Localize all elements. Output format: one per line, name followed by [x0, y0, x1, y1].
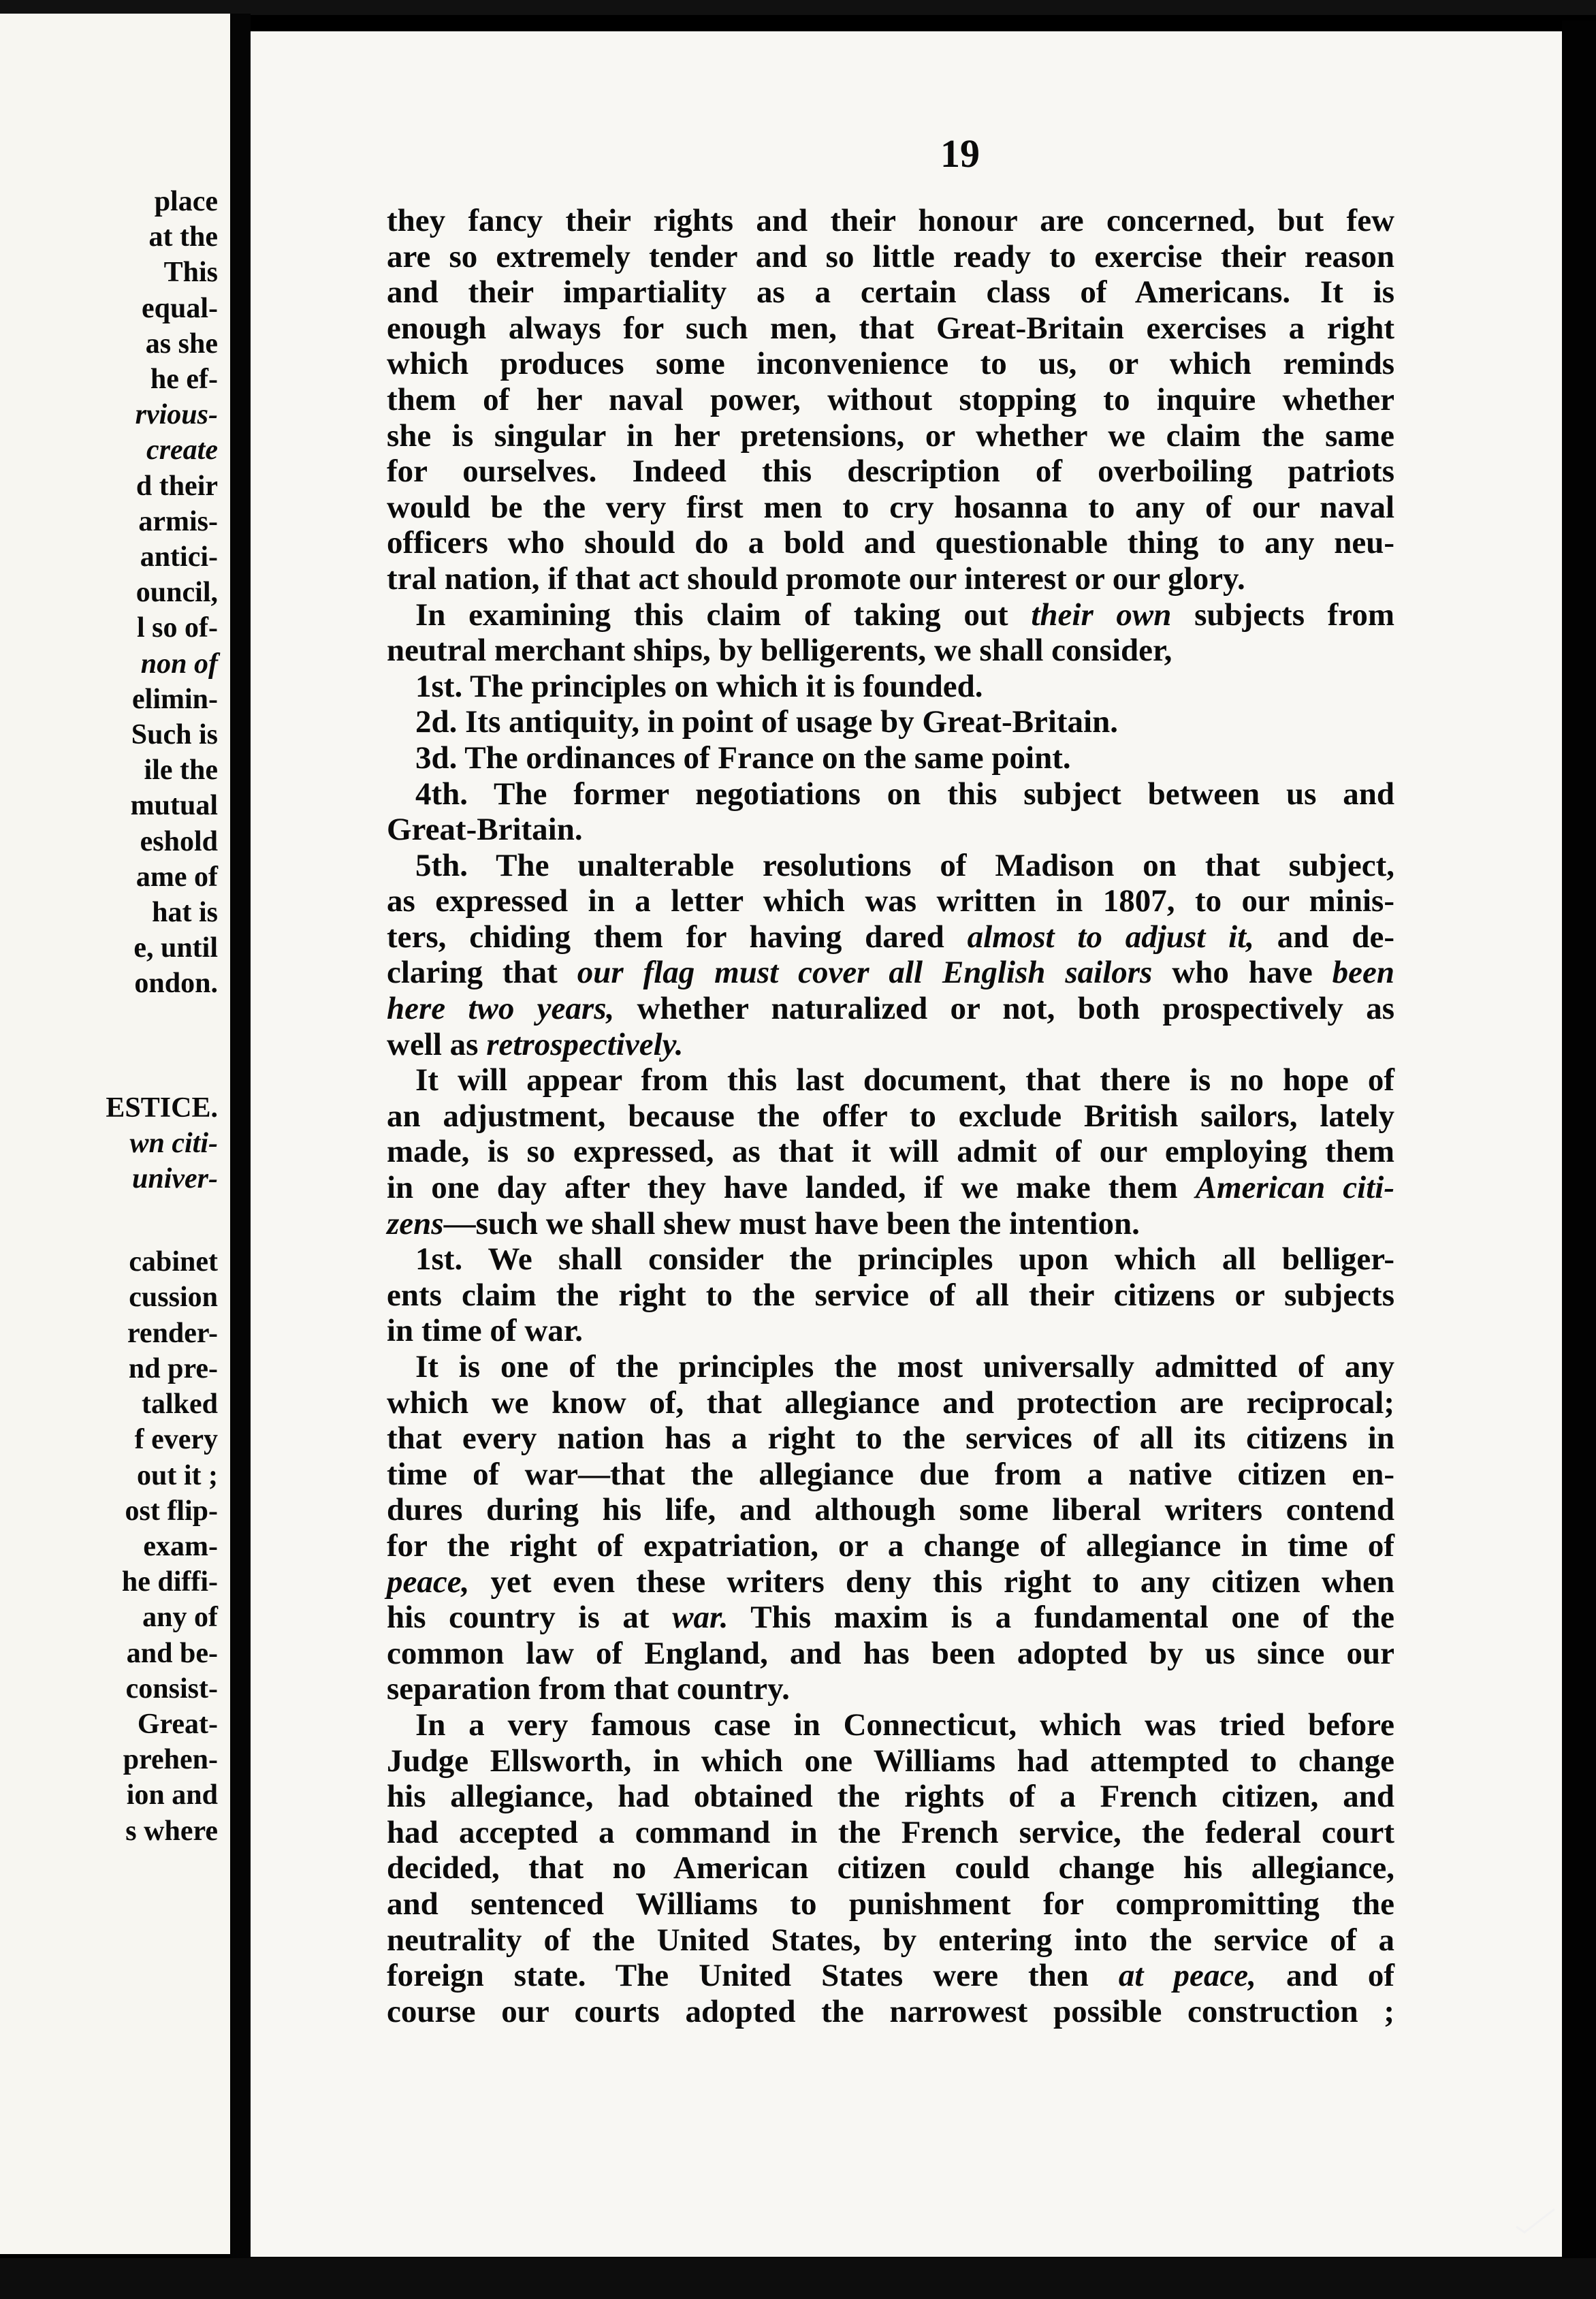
- left-page-fragment: [0, 14, 232, 2254]
- text-line: made, is so expressed, as that it will admit of our employing them: [387, 1134, 1394, 1170]
- left-page-line: he ef-: [150, 364, 218, 396]
- text-line: neutrality of the United States, by entering into the service of a: [387, 1922, 1394, 1958]
- list-item: 2d. Its antiquity, in point of usage by Great-Britain.: [415, 704, 1118, 740]
- text-line: would be the very first men to cry hosanna to any of our naval: [387, 489, 1394, 525]
- text-line: dures during his life, and although some liberal writers contend: [387, 1492, 1394, 1528]
- text-line: as expressed in a letter which was written in 1807, to our minis-: [387, 883, 1394, 919]
- text-line: zens—such we shall shew must have been the intention.: [387, 1205, 1140, 1241]
- left-page-line: armis-: [138, 505, 218, 537]
- text-line: It is one of the principles the most universally admitted of any: [415, 1349, 1394, 1384]
- left-page-line: out it ;: [137, 1459, 218, 1491]
- left-page-line: equal-: [141, 292, 218, 324]
- left-page-line: Great-: [137, 1708, 218, 1740]
- text-line: In a very famous case in Connecticut, which was tried before: [415, 1707, 1394, 1743]
- left-page-line: consist-: [125, 1672, 218, 1705]
- scan-top-border: [0, 0, 1596, 15]
- text-line: peace, yet even these writers deny this right to any citizen when: [387, 1564, 1394, 1600]
- left-page-line: render-: [127, 1317, 218, 1349]
- left-page-line: antici-: [140, 541, 218, 573]
- left-page-line: mutual: [130, 790, 218, 822]
- text-line: that every nation has a right to the services of all its citizens in: [387, 1421, 1394, 1457]
- text-line: well as retrospectively.: [387, 1026, 684, 1062]
- text-line: in time of war.: [387, 1313, 584, 1349]
- left-page-line: wn citi-: [129, 1127, 218, 1159]
- text-line: his country is at war. This maxim is a fundamental one of the: [387, 1600, 1395, 1636]
- corner-tick-mark: [1515, 2206, 1556, 2234]
- list-item: 1st. The principles on which it is founded.: [415, 668, 983, 704]
- text-line: ters, chiding them for having dared almost to adjust it, and de-: [387, 919, 1395, 955]
- left-page-line: ion and: [126, 1779, 218, 1811]
- text-line: claring that our flag must cover all English sailors who have been: [387, 955, 1395, 991]
- text-line: them of her naval power, without stopping to inquire whether: [387, 381, 1394, 417]
- left-page-text: [0, 184, 218, 1849]
- left-page-line: l so of-: [137, 612, 218, 644]
- text-line: separation from that country.: [387, 1671, 790, 1707]
- left-page-line: non of: [140, 648, 218, 680]
- left-page-line: Such is: [131, 719, 218, 751]
- text-line: common law of England, and has been adopted by us since our: [387, 1635, 1394, 1671]
- text-line: foreign state. The United States were then at peace, and of: [387, 1958, 1395, 1994]
- right-page: [251, 31, 1562, 2257]
- text-line: and sentenced Williams to punishment for compromitting the: [387, 1886, 1394, 1922]
- scan-right-border: [1562, 20, 1596, 2268]
- text-line: which we know of, that allegiance and protection are reciprocal;: [387, 1384, 1394, 1421]
- text-line: his allegiance, had obtained the rights of a French citizen, and: [387, 1779, 1394, 1815]
- left-page-line: ost flip-: [125, 1495, 218, 1527]
- left-page-line: talked: [141, 1389, 218, 1421]
- text-line: neutral merchant ships, by belligerents, we shall consider,: [387, 633, 1172, 669]
- left-page-line: ile the: [144, 755, 218, 787]
- text-line: and their impartiality as a certain class of Americans. It is: [387, 274, 1394, 311]
- list-item: 4th. The former negotiations on this subject between us and: [415, 776, 1394, 812]
- left-page-line: he diffi-: [121, 1566, 218, 1598]
- left-page-line: f every: [134, 1424, 218, 1456]
- text-line: which produces some inconvenience to us, or which reminds: [387, 346, 1394, 382]
- text-line: course our courts adopted the narrowest possible construction ;: [387, 1993, 1394, 2029]
- page-body: [387, 203, 1394, 2029]
- text-line: are so extremely tender and so little ready to exercise their reason: [387, 238, 1394, 274]
- left-page-line: at the: [148, 221, 218, 253]
- left-page-line: cussion: [129, 1282, 218, 1314]
- text-line: time of war—that the allegiance due from a native citizen en-: [387, 1456, 1394, 1492]
- left-page-line: ame of: [135, 861, 218, 893]
- text-line: for the right of expatriation, or a change of allegiance in time of: [387, 1527, 1394, 1564]
- text-line: It will appear from this last document, that there is no hope of: [415, 1062, 1394, 1098]
- text-line: enough always for such men, that Great-Britain exercises a right: [387, 310, 1394, 346]
- left-page-line: nd pre-: [128, 1352, 218, 1384]
- text-line: in one day after they have landed, if we make them American citi-: [387, 1170, 1394, 1206]
- left-page-line: s where: [125, 1815, 218, 1847]
- text-line: decided, that no American citizen could change his allegiance,: [387, 1850, 1394, 1886]
- left-page-line: This: [163, 257, 218, 289]
- left-page-line: ESTICE.: [106, 1092, 218, 1124]
- left-page-line: eshold: [140, 825, 218, 857]
- text-line: an adjustment, because the offer to exclude British sailors, lately: [387, 1098, 1394, 1134]
- text-line: tral nation, if that act should promote our interest or our glory.: [387, 560, 1245, 597]
- text-line: 1st. We shall consider the principles upon which all belliger-: [415, 1241, 1394, 1278]
- text-line: for ourselves. Indeed this description of overboiling patriots: [387, 454, 1394, 490]
- left-page-line: and be-: [126, 1637, 218, 1669]
- left-page-line: place: [154, 186, 218, 217]
- book-gutter: [230, 14, 251, 2261]
- left-page-line: e, until: [133, 932, 218, 964]
- text-line: ents claim the right to the service of all their citizens or subjects: [387, 1277, 1394, 1313]
- left-page-line: univer-: [132, 1163, 218, 1195]
- list-item: 5th. The unalterable resolutions of Madison on that subject,: [415, 847, 1394, 883]
- left-page-line: rvious-: [135, 399, 218, 431]
- left-page-line: ouncil,: [135, 577, 218, 609]
- text-line: she is singular in her pretensions, or whether we claim the same: [387, 417, 1394, 454]
- text-line: officers who should do a bold and questionable thing to any neu-: [387, 525, 1394, 561]
- left-page-line: exam-: [143, 1530, 218, 1562]
- left-page-line: create: [146, 434, 218, 466]
- text-line: had accepted a command in the French service, the federal court: [387, 1814, 1394, 1850]
- text-line: they fancy their rights and their honour are concerned, but few: [387, 203, 1394, 238]
- page-number: 19: [940, 131, 980, 176]
- text-line: In examining this claim of taking out their own subjects from: [415, 597, 1394, 633]
- left-page-line: d their: [135, 470, 218, 502]
- left-page-line: ondon.: [134, 968, 218, 1000]
- text-line: Great-Britain.: [387, 812, 583, 848]
- left-page-line: any of: [142, 1602, 218, 1634]
- left-page-line: as she: [145, 328, 218, 360]
- text-line: here two years, whether naturalized or not, both prospectively as: [387, 991, 1394, 1027]
- list-item: 3d. The ordinances of France on the same point.: [415, 740, 1071, 776]
- scan-bottom-border: [0, 2258, 1596, 2299]
- left-page-line: elimin-: [132, 683, 218, 715]
- text-line: Judge Ellsworth, in which one Williams had attempted to change: [387, 1743, 1394, 1779]
- left-page-line: cabinet: [129, 1246, 218, 1278]
- left-page-line: hat is: [152, 897, 218, 929]
- left-page-line: prehen-: [123, 1744, 218, 1776]
